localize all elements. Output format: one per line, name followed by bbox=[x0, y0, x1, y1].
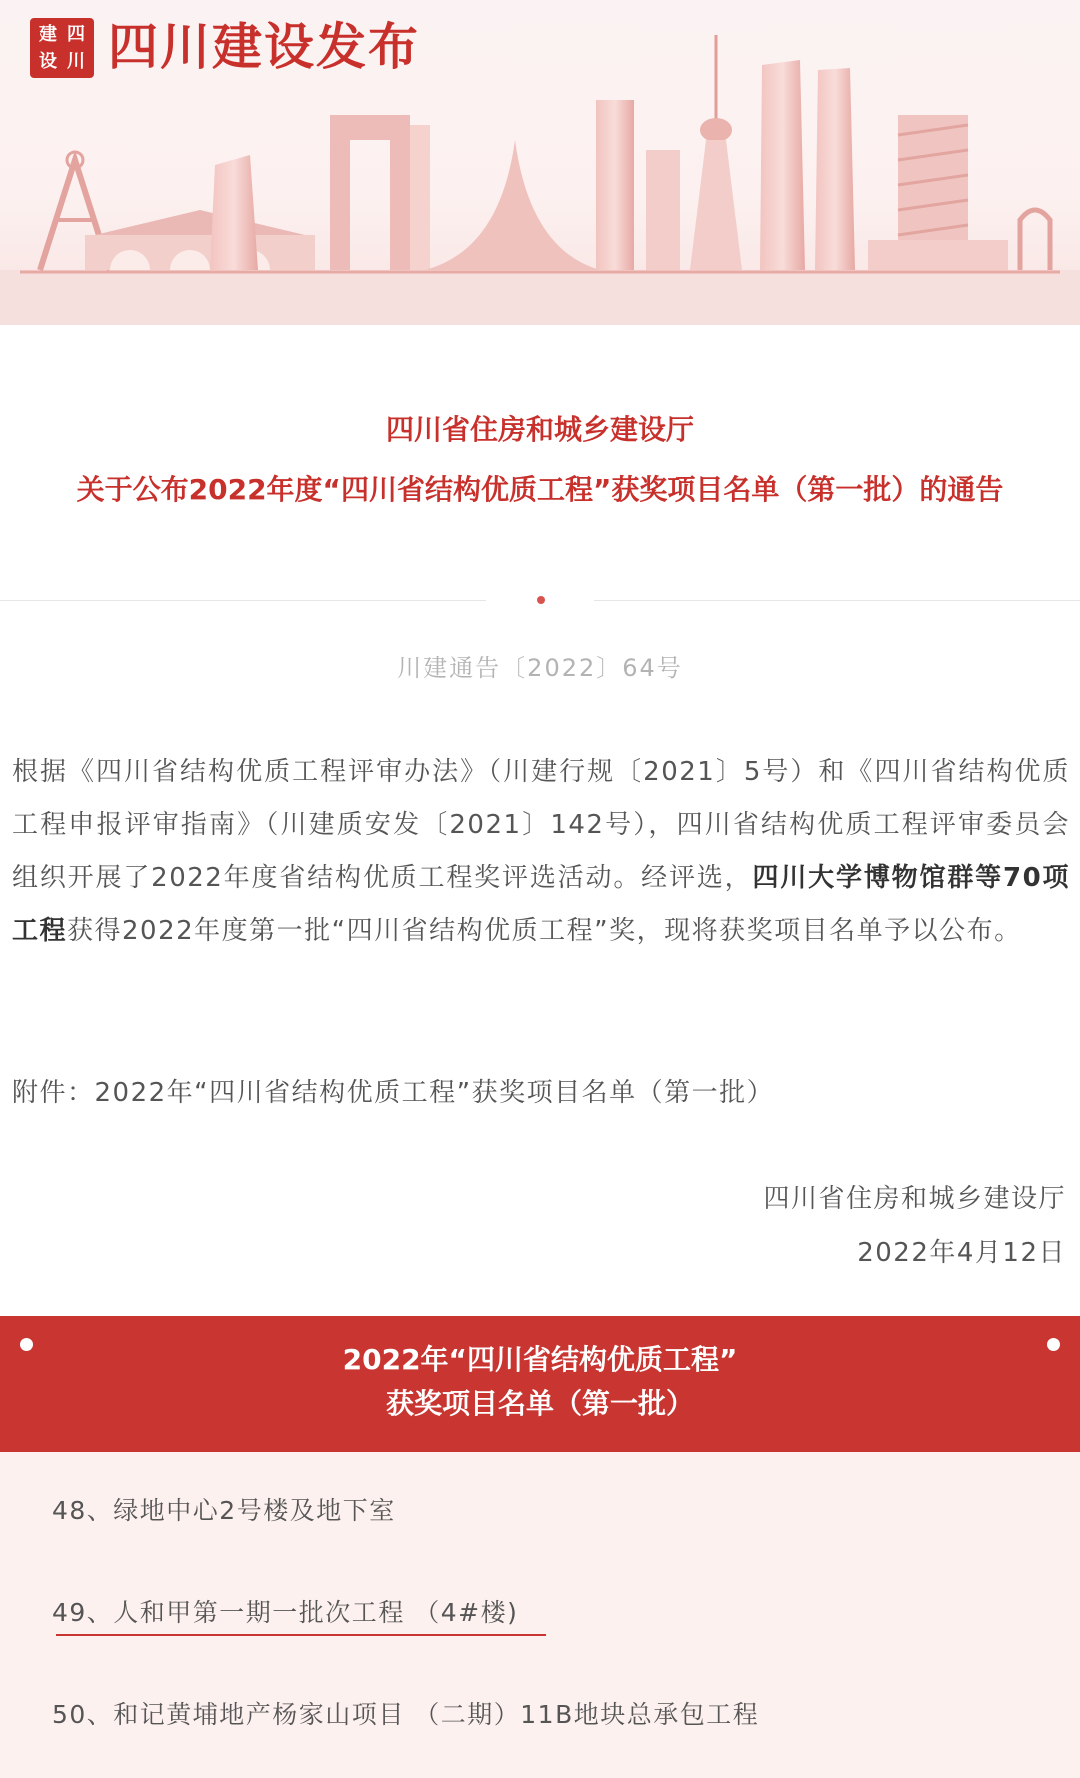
list-item: 48、绿地中心2号楼及地下室 bbox=[52, 1496, 396, 1525]
divider-dot bbox=[537, 596, 545, 604]
notice-heading bbox=[0, 400, 1080, 520]
body-text-part2: 获得2022年度第一批“四川省结构优质工程”奖，现将获奖项目名单予以公布。 bbox=[67, 916, 1022, 946]
body-text-highlight: 四川大学博物馆群等70项工程 bbox=[12, 863, 1070, 946]
issue-date: 2022年4月12日 bbox=[857, 1238, 1066, 1268]
seal-char: 川 bbox=[67, 50, 85, 72]
seal-char: 设 bbox=[39, 50, 57, 72]
heading-line2: 关于公布2022年度“四川省结构优质工程”获奖项目名单（第一批）的通告 bbox=[76, 473, 1004, 506]
item-underline bbox=[56, 1634, 546, 1636]
decorative-dot bbox=[20, 1338, 33, 1351]
decorative-dot bbox=[1047, 1338, 1060, 1351]
list-header bbox=[0, 1316, 1080, 1452]
notice-body bbox=[12, 746, 1070, 958]
list-item: 50、和记黄埔地产杨家山项目 （二期）11B地块总承包工程 bbox=[52, 1700, 760, 1729]
attachment-note: 附件：2022年“四川省结构优质工程”获奖项目名单（第一批） bbox=[12, 1078, 775, 1108]
seal-char: 建 bbox=[39, 23, 57, 45]
seal-char: 四 bbox=[67, 23, 85, 45]
list-header-line1: 2022年“四川省结构优质工程” bbox=[342, 1343, 738, 1376]
document-number: 川建通告〔2022〕64号 bbox=[397, 654, 683, 682]
issuer-signature: 四川省住房和城乡建设厅 bbox=[763, 1184, 1066, 1214]
divider bbox=[0, 600, 486, 601]
body-text-part1: 根据《四川省结构优质工程评审办法》（川建行规〔2021〕5号）和《四川省结构优质工程申报评审指南》（川建质安发〔2021〕142号），四川省结构优质工程评审委员会组织开展了2022年度省结构优质工程奖评选活动。经评选， bbox=[12, 757, 1070, 893]
heading-line1: 四川省住房和城乡建设厅 bbox=[385, 413, 694, 446]
divider bbox=[594, 600, 1080, 601]
list-header-line2: 获奖项目名单（第一批） bbox=[385, 1387, 694, 1420]
banner-title: 四川建设发布 bbox=[108, 18, 420, 76]
logo-seal bbox=[30, 18, 94, 78]
header-banner bbox=[0, 0, 1080, 325]
list-item: 49、人和甲第一期一批次工程 （4#楼) bbox=[52, 1598, 519, 1627]
